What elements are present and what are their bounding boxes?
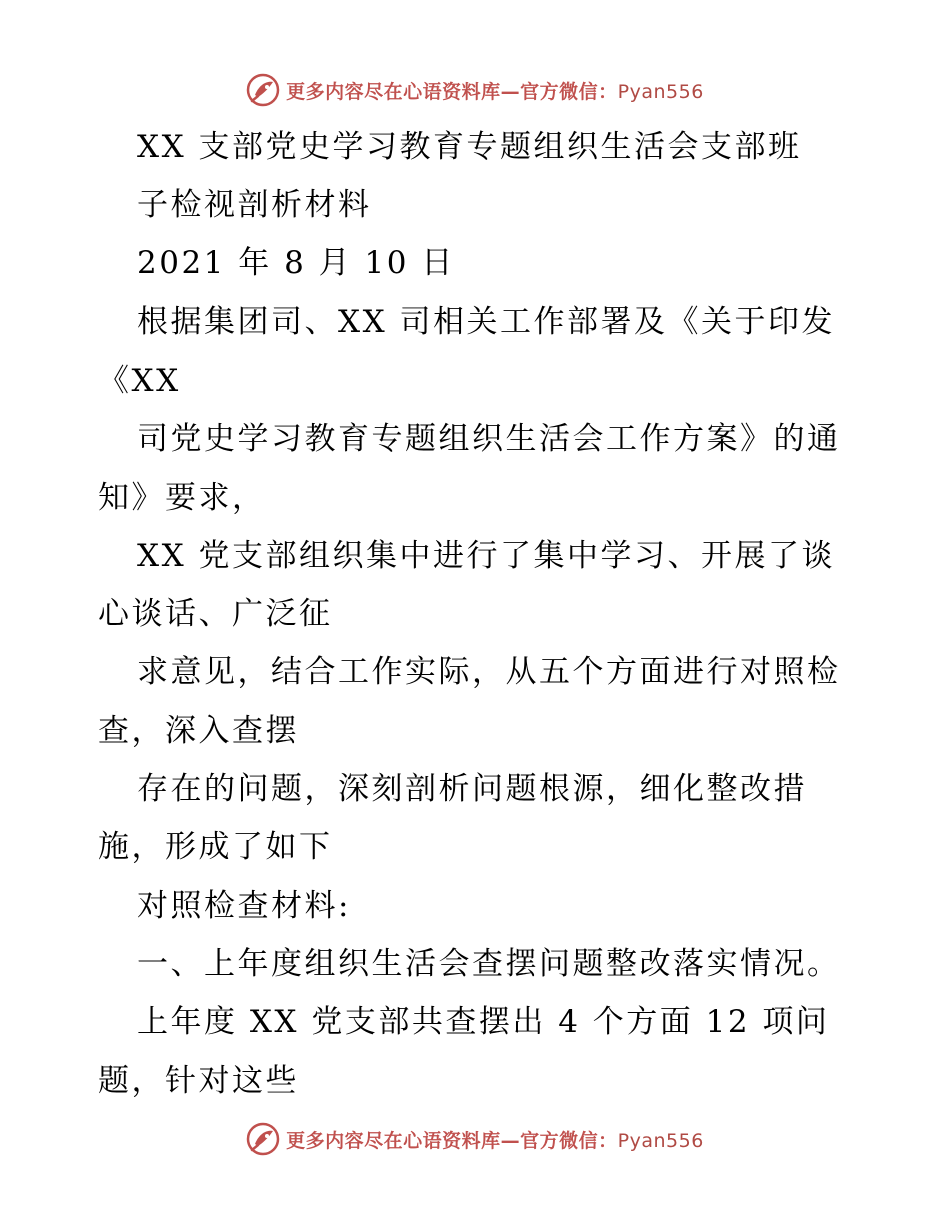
footer-banner-label: 更多内容尽在心语资料库—官方微信： [286, 1129, 618, 1152]
paragraph-line: 上年度 XX 党支部共查摆出 4 个方面 12 项问 [137, 1004, 830, 1040]
paragraph-line: 《XX [98, 363, 181, 399]
footer-banner-text [286, 1126, 704, 1153]
pen-nib-logo-icon [246, 1122, 280, 1156]
header-banner-wechat-id: Pyan556 [617, 80, 704, 103]
footer-banner-wechat-id: Pyan556 [617, 1129, 704, 1152]
paragraph-line: 司党史学习教育专题组织生活会工作方案》的通 [137, 421, 841, 457]
paragraph-line: 知》要求， [98, 480, 266, 516]
document-title-line-2: 子检视剖析材料 [137, 187, 372, 223]
paragraph-line: 对照检查材料: [137, 888, 351, 924]
paragraph-line: 施，形成了如下 [98, 829, 333, 865]
paragraph-line: XX 党支部组织集中进行了集中学习、开展了谈 [137, 538, 835, 574]
footer-banner [0, 1119, 950, 1159]
paragraph-line: 存在的问题，深刻剖析问题根源，细化整改措 [137, 771, 807, 807]
paragraph-line: 求意见，结合工作实际，从五个方面进行对照检 [137, 654, 841, 690]
paragraph-line: 题，针对这些 [98, 1063, 299, 1099]
paragraph-line: 查，深入查摆 [98, 713, 299, 749]
header-banner-label: 更多内容尽在心语资料库—官方微信： [286, 80, 618, 103]
document-date: 2021 年 8 月 10 日 [137, 245, 455, 281]
paragraph-line: 心谈话、广泛征 [98, 596, 333, 632]
section-heading: 一、上年度组织生活会查摆问题整改落实情况。 [137, 946, 841, 982]
paragraph-line: 根据集团司、XX 司相关工作部署及《关于印发 [137, 304, 835, 340]
document-title-line-1: XX 支部党史学习教育专题组织生活会支部班 [137, 129, 802, 165]
